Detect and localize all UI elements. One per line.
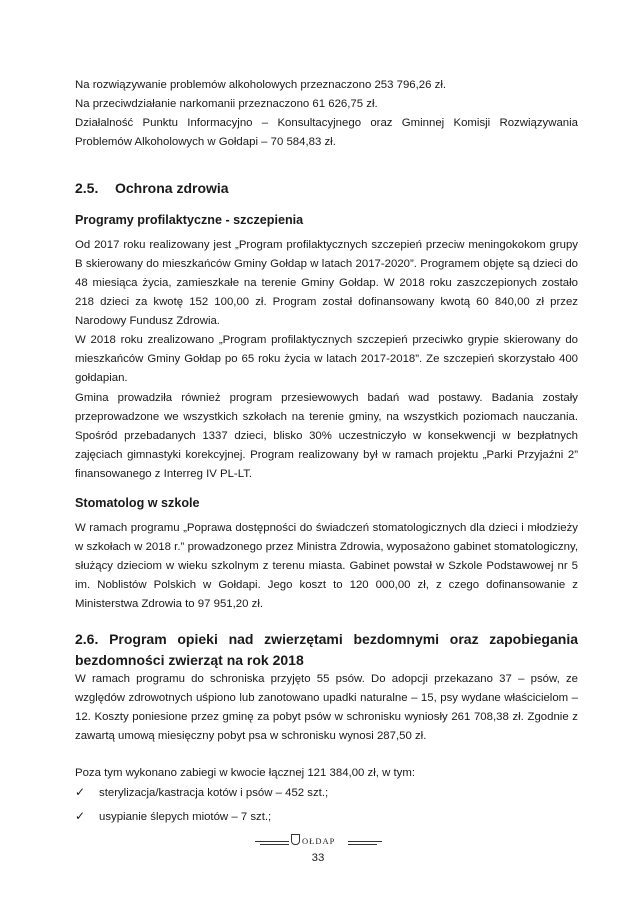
paragraph-flu: W 2018 roku zrealizowano „Program profilaktycznych szczepień przeciwko grypie skierowany do mieszkańców Gminy Gołdap po 65 roku życia w latach 2017-2018”. Ze szczepień skorzystało 400 gołdapian. — [75, 334, 578, 384]
crest-icon — [291, 834, 300, 845]
footer-rule-left — [255, 841, 289, 842]
goldap-logo — [291, 834, 335, 846]
page-number: 33 — [311, 852, 325, 864]
checkmark-icon: ✓ — [75, 785, 86, 799]
section-title: Ochrona zdrowia — [115, 180, 229, 196]
footer-rule-right — [348, 841, 382, 842]
footer-rule-right-2 — [348, 844, 377, 845]
paragraph-meningococcal: Od 2017 roku realizowany jest „Program profilaktycznych szczepień przeciw meningokokom grupy B skierowany do mieszkańców Gminy Gołdap w latach 2017-2020”. Programem objęte są dzieci do 48 miesiąca życia, zamieszkałe na terenie Gminy Gołdap. W 2018 roku zaszczepionych zostało 218 dzieci za kwotę 152 100,00 zł. Program został dofinansowany kwotą 60 840,00 zł przez Narodowy Fundusz Zdrowia. — [75, 239, 578, 327]
section-heading-2-5 — [75, 178, 578, 198]
page-footer — [0, 832, 636, 866]
paragraph-posture: Gmina prowadziła również program przesiewowych badań wad postawy. Badania zostały przeprowadzone we wszystkich szkołach na terenie gminy, na wszystkich poziomach nauczania. Spośród przebadanych 1337 dzieci, blisko 30% uczestniczyło w konsekwencji w bezpłatnych zajęciach gimnastyki korekcyjnej. Program realizowany był w ramach projektu „Parki Przyjaźni 2” finansowanego z Interreg IV PL-LT. — [75, 392, 578, 480]
footer-rule-left-2 — [260, 844, 289, 845]
subheading-dentist: Stomatolog w szkole — [75, 496, 200, 510]
subheading-vaccinations: Programy profilaktyczne - szczepienia — [75, 213, 304, 227]
checkmark-icon: ✓ — [75, 809, 86, 823]
paragraph-shelter: W ramach programu do schroniska przyjęto 55 psów. Do adopcji przekazano 37 – psów, ze względów zdrowotnych uśpiono lub zanotowano upadki naturalne – 15, psy wydane właścicielom – 12. Koszty poniesione przez gminę za pobyt psów w schronisku wyniosły 261 708,38 zł. Zgodnie z zawartą umową miesięczny pobyt psa w schronisku wynosi 287,50 zł. — [75, 673, 578, 742]
list-item — [75, 807, 271, 827]
intro-line-drugs: Na przeciwdziałanie narkomanii przeznaczono 61 626,75 zł. — [75, 98, 378, 110]
section-number: 2.5. — [75, 180, 99, 196]
section-heading-2-6: 2.6. Program opieki nad zwierzętami bezdomnymi oraz zapobiegania bezdomności zwierząt na rok 2018 — [75, 631, 578, 668]
paragraph-procedures: Poza tym wykonano zabiegi w kwocie łącznej 121 384,00 zł, w tym: — [75, 767, 415, 779]
list-item — [75, 783, 328, 803]
list-item-text: usypianie ślepych miotów – 7 szt.; — [99, 811, 272, 823]
list-item-text: sterylizacja/kastracja kotów i psów – 452 szt.; — [99, 787, 329, 799]
logo-text: OŁDAP — [302, 836, 336, 846]
intro-line-alcohol: Na rozwiązywanie problemów alkoholowych przeznaczono 253 796,26 zł. — [75, 79, 447, 91]
intro-paragraph-consult: Działalność Punktu Informacyjno – Konsultacyjnego oraz Gminnej Komisji Rozwiązywania Problemów Alkoholowych w Gołdapi – 70 584,83 zł. — [75, 117, 578, 148]
paragraph-dentist: W ramach programu „Poprawa dostępności do świadczeń stomatologicznych dla dzieci i młodzieży w szkołach w 2018 r.” prowadzonego przez Ministra Zdrowia, wyposażono gabinet stomatologiczny, służący dzieciom w wieku szkolnym z terenu miasta. Gabinet powstał w Szkole Podstawowej nr 5 im. Noblistów Polskich w Gołdapi. Jego koszt to 120 000,00 zł, z czego dofinansowanie z Ministerstwa Zdrowia to 97 951,20 zł. — [75, 522, 578, 610]
